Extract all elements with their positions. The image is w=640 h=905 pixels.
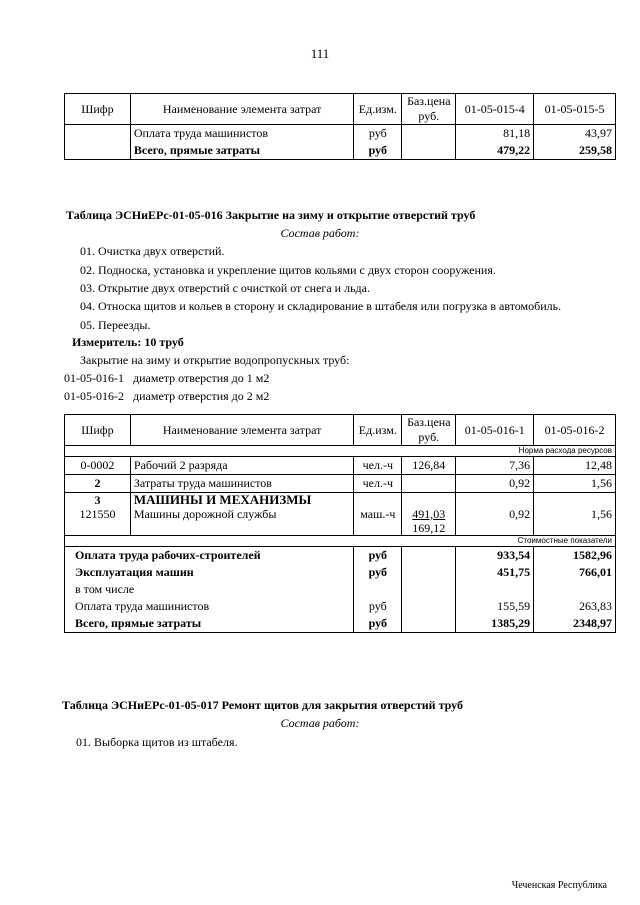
total-value-2: 766,01 [534,564,616,581]
total-value-1: 451,75 [456,564,534,581]
total-value-1: 933,54 [456,547,534,565]
machine-unit: маш.-ч [354,493,402,536]
work-step: 02. Подноска, установка и укрепление щитов кольями с двух сторон сооружения. [80,263,496,277]
header-code: Шифр [65,415,131,446]
row-value-1: 479,22 [456,142,534,160]
header-name: Наименование элемента затрат [130,94,353,125]
machine-name: Машины дорожной службы [133,507,277,521]
composition-heading: Состав работ: [280,716,360,730]
row-name: Рабочий 2 разряда [130,457,353,475]
header-col-2: 01-05-015-5 [534,94,616,125]
total-name: Эксплуатация машин [65,564,354,581]
total-value-2: 263,83 [534,598,616,615]
main-resource-table [64,414,616,633]
page-number: 111 [310,46,330,61]
section-title-017: Таблица ЭСНиЕРс-01-05-017 Ремонт щитов для закрытия отверстий труб [62,698,463,712]
variant-code: 01-05-016-1 [64,371,124,385]
table-row [65,457,616,475]
header-unit: Ед.изм. [354,415,402,446]
row-unit: руб [354,125,402,143]
variant-desc: диаметр отверстия до 1 м2 [133,371,270,385]
row-unit: чел.-ч [354,457,402,475]
row-value-1: 7,36 [456,457,534,475]
row-name: Всего, прямые затраты [130,142,353,160]
total-value-1: 1385,29 [456,615,534,633]
row-value-2: 1,56 [534,475,616,493]
row-value-1: 81,18 [456,125,534,143]
machine-value-2: 1,56 [534,493,616,536]
total-row [65,581,616,598]
total-row [65,564,616,581]
work-step: 01. Выборка щитов из штабеля. [76,735,238,749]
meter-description: Закрытие на зиму и открытие водопропускных труб: [80,353,350,367]
row-value-2: 12,48 [534,457,616,475]
table-header-row [65,415,616,446]
table-header-row [65,94,616,125]
cost-label-row [65,536,616,547]
machine-code: 121550 [79,507,116,521]
footer-region: Чеченская Республика [511,880,607,891]
work-step: 04. Относка щитов и кольев в сторону и складирование в штабеля или погрузка в автомобиль. [80,299,562,313]
table-row [65,125,616,143]
work-step: 05. Переезды. [80,318,151,332]
header-base-price: Баз.цена руб. [402,94,456,125]
norm-label-row [65,446,616,457]
meter: Измеритель: 10 труб [72,335,184,349]
table-row [65,142,616,160]
variant-code: 01-05-016-2 [64,389,124,403]
total-row [65,547,616,565]
table-row [65,475,616,493]
machine-value-1: 0,92 [456,493,534,536]
total-value-1: 155,59 [456,598,534,615]
total-name: в том числе [65,581,354,598]
row-value-2: 43,97 [534,125,616,143]
header-col-1: 01-05-015-4 [456,94,534,125]
work-step: 01. Очистка двух отверстий. [80,244,225,258]
row-code [65,493,131,536]
row-unit: чел.-ч [354,475,402,493]
variant-1 [64,371,269,386]
row-value-1: 0,92 [456,475,534,493]
total-row [65,615,616,633]
total-unit: руб [354,547,402,565]
row-unit: руб [354,142,402,160]
composition-heading: Состав работ: [280,226,360,240]
top-cost-table [64,93,616,160]
total-value-2: 1582,96 [534,547,616,565]
row-name: Оплата труда машинистов [130,125,353,143]
total-value-2: 2348,97 [534,615,616,633]
work-step: 03. Открытие двух отверстий с очисткой от снега и льда. [80,281,370,295]
norm-label: Норма расхода ресурсов [65,446,616,457]
row-price: 126,84 [402,457,456,475]
cost-label: Стоимостные показатели [65,536,616,547]
variant-desc: диаметр отверстия до 2 м2 [133,389,270,403]
machines-group-code: 3 [94,493,101,507]
machines-heading: МАШИНЫ И МЕХАНИЗМЫ [133,492,312,507]
header-col-1: 01-05-016-1 [456,415,534,446]
header-col-2: 01-05-016-2 [534,415,616,446]
total-unit: руб [354,564,402,581]
variant-2 [64,389,269,404]
row-name: Затраты труда машинистов [130,475,353,493]
header-code: Шифр [65,94,131,125]
header-name: Наименование элемента затрат [130,415,353,446]
machine-price-1: 491,03 [412,507,446,521]
row-code: 2 [65,475,131,493]
total-row [65,598,616,615]
total-name: Оплата труда машинистов [65,598,354,615]
machines-row [65,493,616,536]
machine-price-2: 169,12 [412,521,446,535]
total-name: Всего, прямые затраты [65,615,354,633]
total-unit: руб [354,615,402,633]
row-code: 0-0002 [65,457,131,475]
section-title-016: Таблица ЭСНиЕРс-01-05-016 Закрытие на зиму и открытие отверстий труб [66,208,476,222]
total-unit: руб [354,598,402,615]
header-base-price: Баз.цена руб. [402,415,456,446]
total-name: Оплата труда рабочих-строителей [65,547,354,565]
header-unit: Ед.изм. [354,94,402,125]
row-value-2: 259,58 [534,142,616,160]
